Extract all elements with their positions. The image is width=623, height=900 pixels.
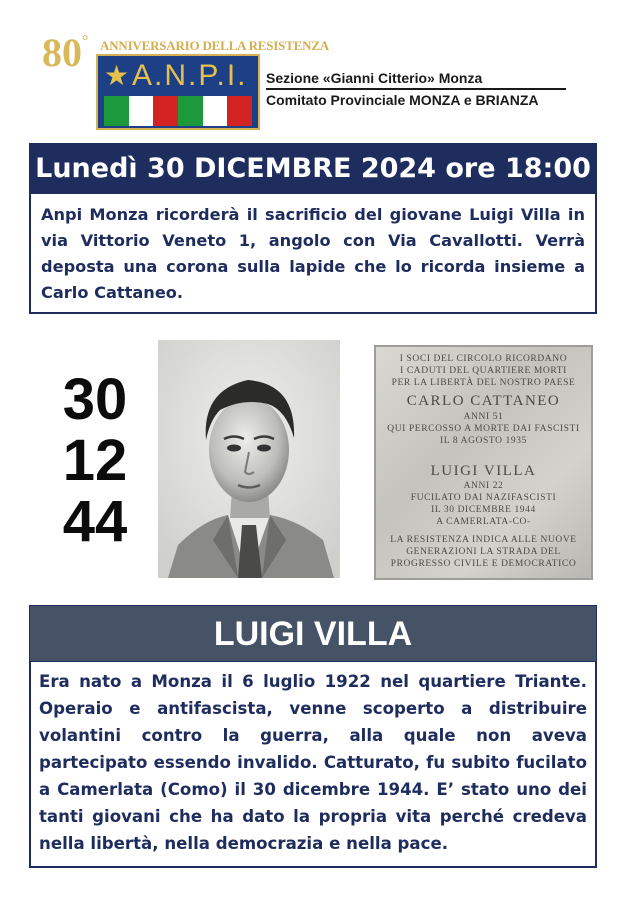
plaque-line: IL 30 DICEMBRE 1944 xyxy=(431,505,536,515)
plaque-line: ANNI 51 xyxy=(463,412,504,422)
star-icon: ★ xyxy=(104,59,130,92)
committee-name: Comitato Provinciale MONZA e BRIANZA xyxy=(266,92,539,108)
portrait-photo xyxy=(158,340,340,578)
event-date-banner: Lunedì 30 DICEMBRE 2024 ore 18:00 xyxy=(29,143,597,194)
plaque-line: I CADUTI DEL QUARTIERE MORTI xyxy=(400,366,567,376)
plaque-line: IL 8 AGOSTO 1935 xyxy=(440,436,527,446)
death-day: 30 xyxy=(62,367,128,432)
plaque-line: LA RESISTENZA INDICA ALLE NUOVE xyxy=(390,535,577,545)
plaque-line: FUCILATO DAI NAZIFASCISTI xyxy=(410,493,557,503)
event-description: Anpi Monza ricorderà il sacrificio del giovane Luigi Villa in via Vittorio Veneto 1, angolo con Via Cavallotti. Verrà deposta una corona sulla lapide che lo ricorda insieme a Carlo Cattaneo. xyxy=(29,194,597,314)
divider xyxy=(266,88,566,90)
plaque-line: ANNI 22 xyxy=(463,481,504,491)
plaque-name-villa: LUIGI VILLA xyxy=(430,463,537,479)
death-year: 44 xyxy=(62,489,128,554)
death-month: 12 xyxy=(62,428,128,493)
bio-title: LUIGI VILLA xyxy=(29,605,597,662)
bio-text: Era nato a Monza il 6 luglio 1922 nel quartiere Triante. Operaio e antifascista, venne scoperto a distribuire volantini contro la guerra, alla quale non aveva partecipato essendo invalido. Catturato, fu subito fucilato a Camerlata (Como) il 30 dicembre 1944. E’ stato uno dei tanti giovani che ha dato la propria vita perché credeva nella libertà, nella democrazia e nella pace. xyxy=(29,662,597,868)
plaque-line: GENERAZIONI LA STRADA DEL xyxy=(406,547,561,557)
anpi-logo-text: A.N.P.I. xyxy=(132,59,248,92)
italian-flag-icon xyxy=(104,96,252,126)
plaque-line: A CAMERLATA-CO- xyxy=(436,517,531,527)
anpi-logo xyxy=(96,54,260,130)
anniversary-text: ANNIVERSARIO DELLA RESISTENZA xyxy=(100,38,329,53)
memorial-plaque xyxy=(374,345,593,580)
plaque-line: PER LA LIBERTÀ DEL NOSTRO PAESE xyxy=(391,378,576,388)
plaque-line: I SOCI DEL CIRCOLO RICORDANO xyxy=(399,354,568,364)
section-name: Sezione «Gianni Citterio» Monza xyxy=(266,70,483,86)
plaque-line: QUI PERCOSSO A MORTE DAI FASCISTI xyxy=(387,424,580,434)
plaque-line: PROGRESSO CIVILE E DEMOCRATICO xyxy=(390,559,577,569)
plaque-name-cattaneo: CARLO CATTANEO xyxy=(406,393,561,409)
anniversary-number: 80° xyxy=(42,30,89,75)
